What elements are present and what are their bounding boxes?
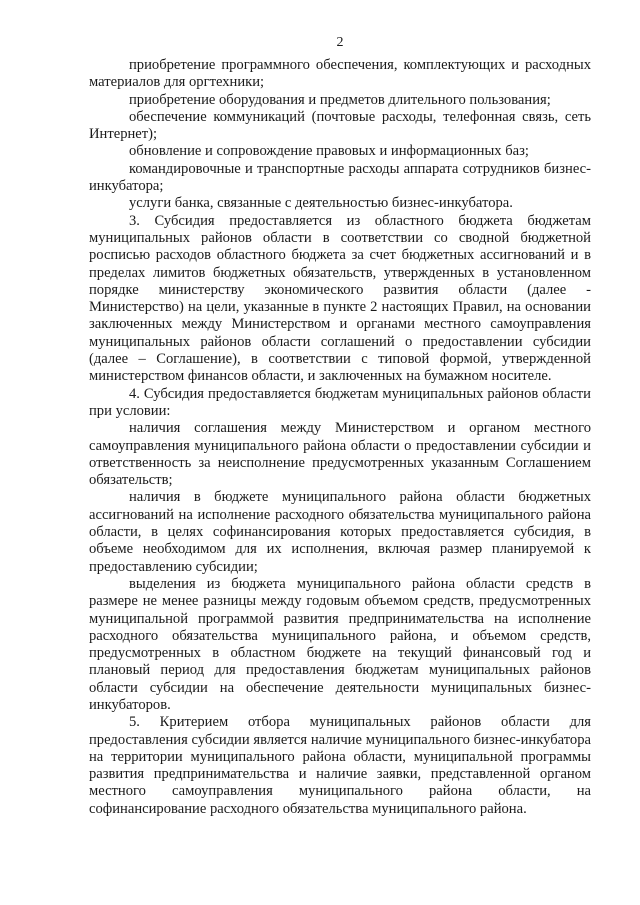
list-item-software: приобретение программного обеспечения, комплектующих и расходных материалов для оргтехники; [89, 57, 591, 91]
list-item-equipment: приобретение оборудования и предметов длительного пользования; [129, 91, 551, 108]
condition-agreement: наличия соглашения между Министерством и органом местного самоуправления муниципального района области о предоставлении субсидии и ответственность за неисполнение предусмотренных указанным Соглашением обязательств; [89, 420, 591, 489]
clause-3: 3. Субсидия предоставляется из областного бюджета бюджетам муниципальных районов области в соответствии со сводной бюджетной росписью расходов областного бюджета за счет бюджетных ассигнований и в пределах лимитов бюджетных обязательств, утвержденных в установленном порядке министерству экономического развития области (далее - Министерство) на цели, указанные в пункте 2 настоящих Правил, на основании заключенных между Министерством и органами местного самоуправления муниципальных районов области соглашений о предоставлении субсидии (далее – Соглашение), в соответствии с типовой формой, утвержденной министерством финансов области, и заключенных на бумажном носителе. [89, 212, 591, 385]
clause-5: 5. Критерием отбора муниципальных районов области для предоставления субсидии является наличие муниципального бизнес-инкубатора на территории муниципального района области, муниципальной программы развития предпринимательства и наличие заявки, представленной органом местного самоуправления муниципального района области, на софинансирование расходного обязательства муниципального района. [89, 714, 591, 817]
list-item-communications: обеспечение коммуникаций (почтовые расходы, телефонная связь, сеть Интернет); [89, 108, 591, 143]
page-number: 2 [336, 35, 344, 50]
condition-funds-allocation: выделения из бюджета муниципального района области средств в размере не менее разницы между годовым объемом средств, предусмотренных муниципальной программой развития предпринимательства на исполнение расходного обязательства муниципального района, и объемом средств, предусмотренных в областном бюджете на текущий финансовый год и плановый период для предоставления бюджетам муниципальных районов области субсидии на обеспечение деятельности муниципальных бизнес-инкубаторов. [89, 575, 591, 713]
clause-4: 4. Субсидия предоставляется бюджетам муниципальных районов области при условии: [89, 385, 591, 419]
condition-budget-allocations: наличия в бюджете муниципального района области бюджетных ассигнований на исполнение расходного обязательства муниципального района области, в целях софинансирования которых предоставляется субсидия, в объеме необходимом для их исполнения, включая размер планируемой к предоставлению субсидии; [89, 489, 591, 575]
list-item-bank-services: услуги банка, связанные с деятельностью бизнес-инкубатора. [129, 195, 513, 212]
list-item-legal-databases: обновление и сопровождение правовых и информационных баз; [129, 143, 529, 160]
list-item-travel-expenses: командировочные и транспортные расходы аппарата сотрудников бизнес-инкубатора; [89, 160, 591, 195]
document-body [89, 57, 591, 818]
